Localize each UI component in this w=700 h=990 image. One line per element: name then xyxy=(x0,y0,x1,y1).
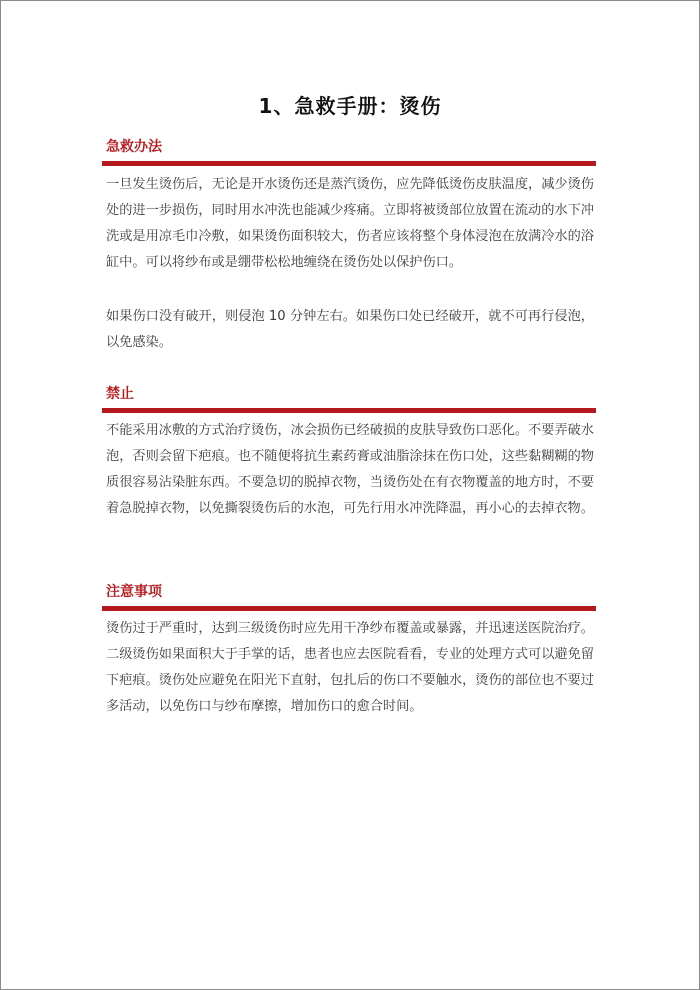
first-aid-paragraph-1: 一旦发生烫伤后，无论是开水烫伤还是蒸汽烫伤，应先降低烫伤皮肤温度，减少烫伤处的进一步损伤，同时用水冲洗也能减少疼痛。立即将被烫部位放置在流动的水下冲洗或是用凉毛巾冷敷，如果烫伤面积较大，伤者应该将整个身体浸泡在放满冷水的浴缸中。可以将纱布或是绷带松松地缠绕在烫伤处以保护伤口。 xyxy=(106,177,594,270)
section-heading-first-aid: 急救办法 xyxy=(106,139,162,155)
section-divider-prohibited xyxy=(102,408,596,413)
document-title: 1、急救手册：烫伤 xyxy=(258,94,442,118)
first-aid-paragraph-2: 如果伤口没有破开，则侵泡 10 分钟左右。如果伤口处已经破开，就不可再行侵泡，以免感染。 xyxy=(106,309,594,350)
section-divider-first-aid xyxy=(102,161,596,166)
section-heading-prohibited: 禁止 xyxy=(106,386,134,402)
precautions-paragraph: 烫伤过于严重时，达到三级烫伤时应先用干净纱布覆盖或暴露，并迅速送医院治疗。二级烫伤如果面积大于手掌的话，患者也应去医院看看，专业的处理方式可以避免留下疤痕。烫伤处应避免在阳光下直射，包扎后的伤口不要触水，烫伤的部位也不要过多活动，以免伤口与纱布摩擦，增加伤口的愈合时间。 xyxy=(106,621,594,714)
prohibited-paragraph: 不能采用冰敷的方式治疗烫伤，冰会损伤已经破损的皮肤导致伤口恶化。不要弄破水泡，否则会留下疤痕。也不随便将抗生素药膏或油脂涂抹在伤口处，这些黏糊糊的物质很容易沾染脏东西。不要急切的脱掉衣物，当烫伤处在有衣物覆盖的地方时，不要着急脱掉衣物，以免撕裂烫伤后的水泡，可先行用水冲洗降温，再小心的去掉衣物。 xyxy=(106,423,594,516)
section-heading-precautions: 注意事项 xyxy=(106,584,162,600)
section-divider-precautions xyxy=(102,606,596,611)
